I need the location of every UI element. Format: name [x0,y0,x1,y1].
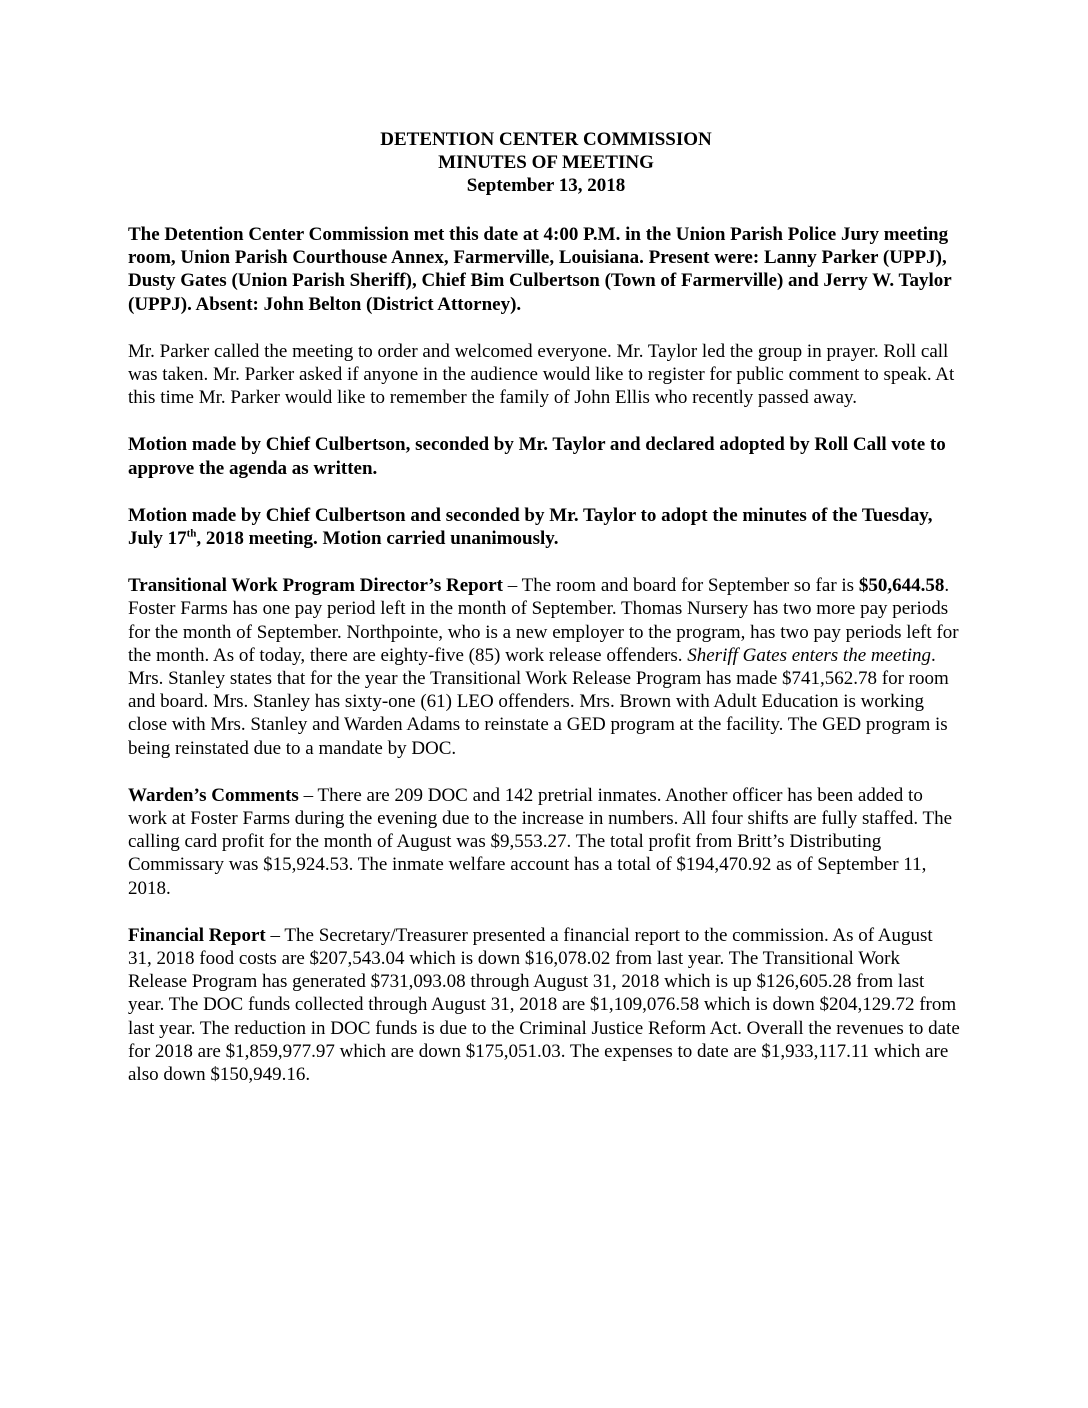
document-page [128,128,960,1086]
financial-report-paragraph [128,924,960,1086]
warden-comments-heading: Warden’s Comments [128,784,299,806]
document-header [132,128,960,197]
transitional-report-text-2: . Foster Farms has one pay period left in the month of September. Thomas Nursery has two more pay periods for the month of September. Northpointe, who is a new employer to the program, has two pay periods left for the month. As of today, there are eighty-five (85) work release offenders. [128,575,959,666]
transitional-report-italic-note: Sheriff Gates enters the meeting [687,644,932,666]
financial-report-heading: Financial Report [128,924,266,946]
transitional-report-amount: $50,644.58 [858,575,945,597]
header-title: DETENTION CENTER COMMISSION [380,129,712,150]
motion-minutes-paragraph [128,504,960,550]
motion-minutes-text-before: Motion made by Chief Culbertson and seconded by Mr. Taylor to adopt the minutes of the Tuesday, July 17 [128,504,933,550]
warden-comments-paragraph [128,784,960,900]
transitional-report-text-3: . Mrs. Stanley states that for the year the Transitional Work Release Program has made $741,562.78 for room and board. Mrs. Stanley has sixty-one (61) LEO offenders. Mrs. Brown with Adult Education is working close with Mrs. Stanley and Warden Adams to reinstate a GED program at the facility. The GED program is being reinstated due to a mandate by DOC. [128,644,949,759]
transitional-report-text-1: – The room and board for September so far is [503,575,859,597]
transitional-report-paragraph [128,574,960,760]
header-date: September 13, 2018 [466,175,626,196]
intro-paragraph: The Detention Center Commission met this date at 4:00 P.M. in the Union Parish Police Jury meeting room, Union Parish Courthouse Annex, Farmerville, Louisiana. Present were: Lanny Parker (UPPJ), Dusty Gates (Union Parish Sheriff), Chief Bim Culbertson (Town of Farmerville) and Jerry W. Taylor (UPPJ). Absent: John Belton (District Attorney). [128,224,952,315]
warden-comments-text: – There are 209 DOC and 142 pretrial inmates. Another officer has been added to work at Foster Farms during the evening due to the increase in numbers. All four shifts are fully staffed. The calling card profit for the month of August was $9,553.27. The total profit from Britt’s Distributing Commissary was $15,924.53. The inmate welfare account has a total of $194,470.92 as of September 11, 2018. [128,784,953,899]
opening-paragraph: Mr. Parker called the meeting to order and welcomed everyone. Mr. Taylor led the group in prayer. Roll call was taken. Mr. Parker asked if anyone in the audience would like to register for public comment to speak. At this time Mr. Parker would like to remember the family of John Ellis who recently passed away. [128,340,955,409]
header-subtitle: MINUTES OF MEETING [438,152,654,173]
transitional-report-heading: Transitional Work Program Director’s Report [128,575,504,597]
motion-agenda-paragraph: Motion made by Chief Culbertson, seconded by Mr. Taylor and declared adopted by Roll Call vote to approve the agenda as written. [128,434,946,479]
motion-minutes-superscript: th [186,527,197,540]
motion-minutes-text-after: , 2018 meeting. Motion carried unanimously. [196,528,559,550]
financial-report-text: – The Secretary/Treasurer presented a financial report to the commission. As of August 31, 2018 food costs are $207,543.04 which is down $16,078.02 from last year. The Transitional Work Release Program has generated $731,093.08 through August 31, 2018 which is up $126,605.28 from last year. The DOC funds collected through August 31, 2018 are $1,109,076.58 which is down $204,129.72 from last year. The reduction in DOC funds is due to the Criminal Justice Reform Act. Overall the revenues to date for 2018 are $1,859,977.97 which are down $175,051.03. The expenses to date are $1,933,117.11 which are also down $150,949.16. [128,924,960,1086]
